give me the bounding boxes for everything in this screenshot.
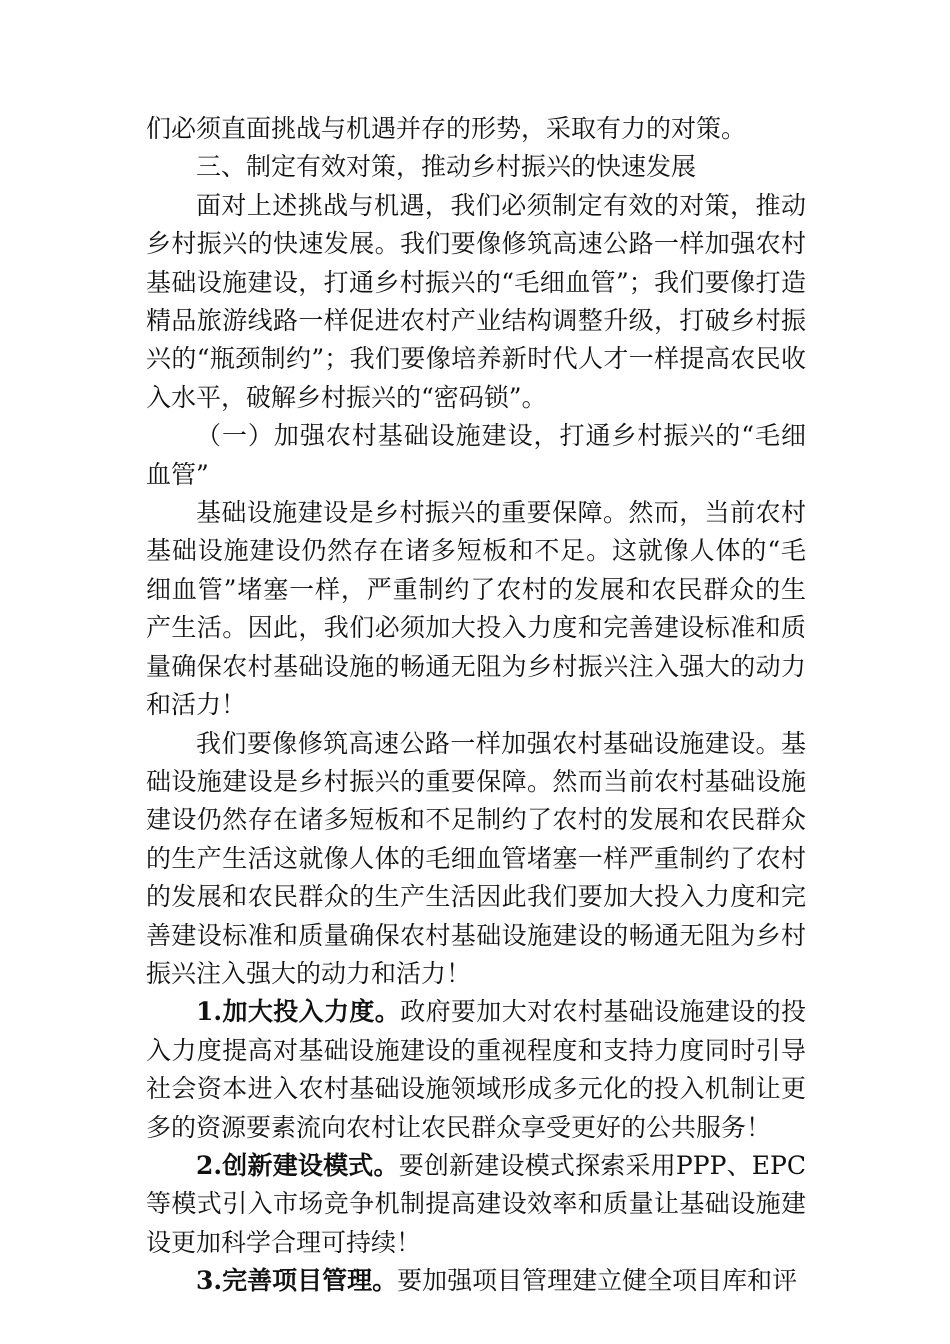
list-item-project-management <box>146 1262 806 1300</box>
paragraph-intro: 面对上述挑战与机遇，我们必须制定有效的对策，推动乡村振兴的快速发展。我们要像修筑高速公路一样加强农村基础设施建设，打通乡村振兴的“毛细血管”；我们要像打造精品旅游线路一样促进农村产业结构调整升级，打破乡村振兴的“瓶颈制约”；我们要像培养新时代人才一样提高农民收入水平，破解乡村振兴的“密码锁”。 <box>146 190 806 412</box>
list-item-investment <box>146 993 806 1147</box>
list-item-text: 要加强项目管理建立健全项目库和评 <box>397 1266 798 1296</box>
paragraph-infrastructure: 基础设施建设是乡村振兴的重要保障。然而，当前农村基础设施建设仍然存在诸多短板和不足。这就像人体的“毛细血管”堵塞一样，严重制约了农村的发展和农民群众的生产生活。因此，我们必须加大投入力度和完善建设标准和质量确保农村基础设施的畅通无阻为乡村振兴注入强大的动力和活力！ <box>146 498 806 720</box>
paragraph-highway-analogy: 我们要像修筑高速公路一样加强农村基础设施建设。基础设施建设是乡村振兴的重要保障。然而当前农村基础设施建设仍然存在诸多短板和不足制约了农村的发展和农民群众的生产生活这就像人体的毛细血管堵塞一样严重制约了农村的发展和农民群众的生产生活因此我们要加大投入力度和完善建设标准和质量确保农村基础设施建设的畅通无阻为乡村振兴注入强大的动力和活力！ <box>146 728 806 988</box>
paragraph-continuation: 们必须直面挑战与机遇并存的形势，采取有力的对策。 <box>146 114 747 143</box>
list-item-text: 政府要加大对农村基础设施建设的投入力度提高对基础设施建设的重视程度和支持力度同时引导社会资本进入农村基础设施领域形成多元化的投入机制让更多的资源要素流向农村让农民群众享受更好的公共服务！ <box>146 997 806 1142</box>
list-item-text: 要创新建设模式探索采用PPP、EPC等模式引入市场竞争机制提高建设效率和质量让基础设施建设更加科学合理可持续！ <box>146 1150 806 1257</box>
document-page <box>146 110 806 1301</box>
subsection-heading: （一）加强农村基础设施建设，打通乡村振兴的“毛细血管” <box>146 421 806 489</box>
list-item-lead: 2.创新建设模式。 <box>196 1150 399 1180</box>
section-heading: 三、制定有效对策，推动乡村振兴的快速发展 <box>196 152 697 182</box>
list-item-lead: 1.加大投入力度。 <box>196 997 401 1027</box>
list-item-lead: 3.完善项目管理。 <box>196 1266 398 1296</box>
list-item-construction-mode <box>146 1147 806 1262</box>
